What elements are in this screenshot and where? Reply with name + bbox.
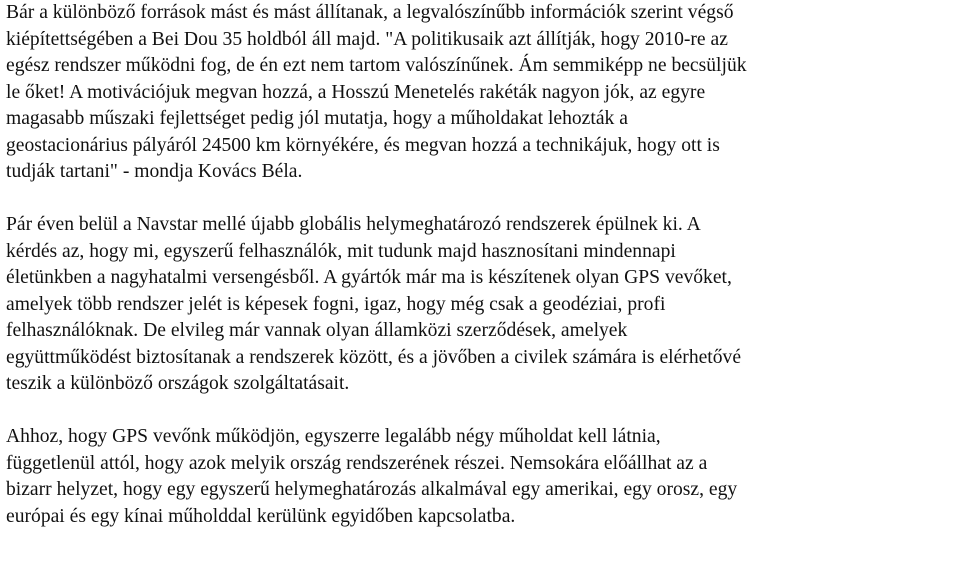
text-line: bizarr helyzet, hogy egy egyszerű helymeghatározás alkalmával egy amerikai, egy orosz, egy [6,479,738,500]
text-line: egész rendszer működni fog, de én ezt nem tartom valószínűnek. Ám semmiképp ne becsüljük [6,55,747,76]
text-line: Bár a különböző források mást és mást állítanak, a legvalószínűbb információk szerint végső [6,2,734,23]
text-line: Pár éven belül a Navstar mellé újabb globális helymeghatározó rendszerek épülnek ki. A [6,214,701,235]
paragraph-bei-dou [6,0,960,186]
text-line: kérdés az, hogy mi, egyszerű felhasználók, mit tudunk majd hasznosítani mindennapi [6,240,676,262]
text-line: kiépítettségében a Bei Dou 35 holdból áll majd. "A politikusaik azt állítják, hogy 2010-re az [6,28,728,50]
text-line: életünkben a nagyhatalmi versengésből. A gyártók már ma is készítenek olyan GPS vevőket, [6,267,732,288]
text-line: le őket! A motivációjuk megvan hozzá, a Hosszú Menetelés rakéták nagyon jók, az egyre [6,81,706,103]
text-line: együttműködést biztosítanak a rendszerek között, és a jövőben a civilek számára is elérhetővé [6,346,742,368]
text-line: magasabb műszaki fejlettséget pedig jól mutatja, hogy a műholdakat lehozták a [6,108,628,129]
text-line: geostacionárius pályáról 24500 km környékére, és megvan hozzá a technikájuk, hogy ott is [6,134,720,156]
text-line: európai és egy kínai műholddal kerülünk egyidőben kapcsolatba. [6,505,516,527]
paragraph-gps-receiver [6,424,960,530]
text-line: amelyek több rendszer jelét is képesek fogni, igaz, hogy még csak a geodéziai, profi [6,293,666,315]
text-line: felhasználóknak. De elvileg már vannak olyan államközi szerződések, amelyek [6,320,628,341]
paragraph-navstar [6,212,960,398]
text-line: függetlenül attól, hogy azok melyik ország rendszerének részei. Nemsokára előállhat az a [6,452,708,474]
text-line: Ahhoz, hogy GPS vevőnk működjön, egyszerre legalább négy műholdat kell látnia, [6,426,661,447]
text-line: teszik a különböző országok szolgáltatásait. [6,373,350,394]
text-line: tudják tartani" - mondja Kovács Béla. [6,161,303,182]
